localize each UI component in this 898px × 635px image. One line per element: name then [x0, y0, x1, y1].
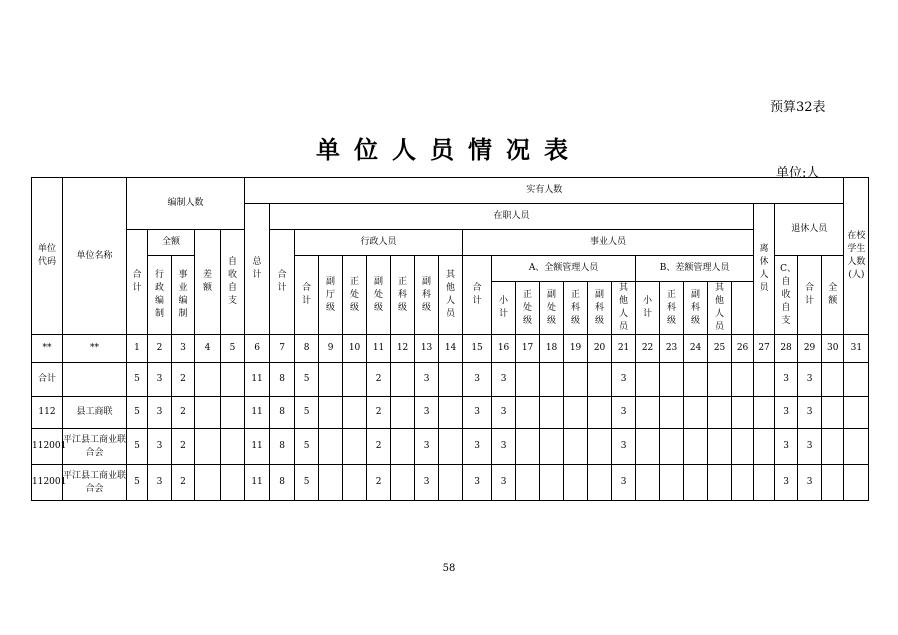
value-cell: [754, 363, 775, 397]
value-cell: [588, 363, 612, 397]
column-index-cell: 7: [270, 335, 295, 363]
value-cell: [844, 429, 869, 465]
column-index-cell: **: [32, 335, 63, 363]
value-cell: [439, 363, 463, 397]
value-cell: 2: [172, 465, 195, 501]
value-cell: [822, 429, 844, 465]
value-cell: 8: [270, 397, 295, 429]
header-admin-deputy-section: 副科级: [415, 256, 439, 335]
value-cell: [391, 429, 415, 465]
value-cell: [732, 465, 754, 501]
value-cell: [708, 465, 732, 501]
value-cell: 5: [127, 429, 148, 465]
header-full-amount: 全额: [148, 230, 195, 256]
page-number: 58: [442, 563, 456, 574]
value-cell: [343, 397, 367, 429]
column-index-cell: 24: [684, 335, 708, 363]
value-cell: [439, 429, 463, 465]
value-cell: 3: [415, 429, 439, 465]
value-cell: [588, 397, 612, 429]
column-index-cell: 17: [516, 335, 540, 363]
value-cell: [516, 465, 540, 501]
column-index-cell: 11: [367, 335, 391, 363]
value-cell: 3: [463, 465, 492, 501]
value-cell: [822, 397, 844, 429]
column-index-cell: 21: [612, 335, 636, 363]
value-cell: 3: [492, 363, 516, 397]
unit-label: 单位:人: [776, 166, 820, 181]
value-cell: 5: [127, 397, 148, 429]
column-index-cell: 15: [463, 335, 492, 363]
value-cell: [540, 429, 564, 465]
column-index-cell: 12: [391, 335, 415, 363]
unit-code-cell: 合计: [32, 363, 63, 397]
value-cell: 3: [775, 397, 798, 429]
value-cell: 3: [415, 397, 439, 429]
column-index-cell: 16: [492, 335, 516, 363]
value-cell: [822, 363, 844, 397]
column-index-cell: 6: [245, 335, 270, 363]
header-admin-section: 正科级: [391, 256, 415, 335]
header-a-deputy-division: 副处级: [540, 282, 564, 335]
value-cell: [660, 465, 684, 501]
header-a-deputy-section: 副科级: [588, 282, 612, 335]
unit-code-cell: 112001: [32, 429, 63, 465]
column-index-cell: 26: [732, 335, 754, 363]
value-cell: [540, 363, 564, 397]
value-cell: [754, 429, 775, 465]
value-cell: [636, 465, 660, 501]
header-a-division: 正处级: [516, 282, 540, 335]
header-public-staff: 事业人员: [463, 230, 754, 256]
value-cell: [708, 429, 732, 465]
value-cell: [516, 429, 540, 465]
value-cell: 3: [415, 363, 439, 397]
header-in-service-total: 合计: [270, 230, 295, 335]
header-b-section: 正科级: [660, 282, 684, 335]
value-cell: [708, 397, 732, 429]
value-cell: [221, 429, 245, 465]
value-cell: 11: [245, 465, 270, 501]
unit-code-cell: 112: [32, 397, 63, 429]
value-cell: [221, 465, 245, 501]
value-cell: [660, 429, 684, 465]
header-group-b: B、差额管理人员: [636, 256, 754, 282]
value-cell: [564, 465, 588, 501]
value-cell: [221, 363, 245, 397]
value-cell: 3: [463, 363, 492, 397]
value-cell: [319, 363, 343, 397]
value-cell: [343, 465, 367, 501]
value-cell: [636, 429, 660, 465]
value-cell: [391, 397, 415, 429]
header-group-c: C、自收自支: [775, 256, 798, 335]
value-cell: 3: [463, 397, 492, 429]
unit-name-cell: 平江县工商业联合会: [63, 465, 127, 501]
value-cell: 3: [148, 363, 172, 397]
value-cell: 3: [798, 363, 822, 397]
value-cell: [343, 363, 367, 397]
value-cell: [732, 397, 754, 429]
header-actual: 实有人数: [245, 178, 844, 204]
value-cell: [684, 429, 708, 465]
column-index-cell: 5: [221, 335, 245, 363]
value-cell: 5: [295, 465, 319, 501]
value-cell: 3: [612, 363, 636, 397]
value-cell: [564, 397, 588, 429]
value-cell: 3: [775, 363, 798, 397]
value-cell: 5: [127, 363, 148, 397]
value-cell: [588, 429, 612, 465]
value-cell: 3: [415, 465, 439, 501]
value-cell: 8: [270, 465, 295, 501]
value-cell: [439, 397, 463, 429]
header-retired: 退休人员: [775, 204, 844, 256]
unit-name-cell: [63, 363, 127, 397]
value-cell: [540, 397, 564, 429]
unit-name-cell: 平江县工商业联合会: [63, 429, 127, 465]
table-row: [32, 363, 869, 397]
value-cell: [391, 363, 415, 397]
header-a-subtotal: 小计: [492, 282, 516, 335]
value-cell: 8: [270, 363, 295, 397]
column-index-cell: 4: [195, 335, 221, 363]
column-index-cell: 9: [319, 335, 343, 363]
header-b-deputy-section: 副科级: [684, 282, 708, 335]
personnel-table: [31, 177, 869, 501]
unit-name-cell: 县工商联: [63, 397, 127, 429]
value-cell: 3: [612, 397, 636, 429]
column-index-cell: 29: [798, 335, 822, 363]
value-cell: 3: [463, 429, 492, 465]
value-cell: [844, 397, 869, 429]
value-cell: 3: [775, 429, 798, 465]
header-admin-total: 合计: [295, 256, 319, 335]
value-cell: [439, 465, 463, 501]
value-cell: [822, 465, 844, 501]
value-cell: [684, 363, 708, 397]
value-cell: [319, 397, 343, 429]
column-index-cell: 1: [127, 335, 148, 363]
column-index-cell: 31: [844, 335, 869, 363]
value-cell: [636, 363, 660, 397]
value-cell: 2: [172, 397, 195, 429]
value-cell: 3: [798, 465, 822, 501]
value-cell: [844, 363, 869, 397]
header-group-a: A、全额管理人员: [492, 256, 636, 282]
value-cell: 2: [172, 429, 195, 465]
header-b-subtotal: 小计: [636, 282, 660, 335]
header-admin-deputy-division: 副处级: [367, 256, 391, 335]
value-cell: 3: [492, 465, 516, 501]
header-admin-deputy-dept: 副厅级: [319, 256, 343, 335]
header-b-other: 其他人员: [708, 282, 732, 335]
header-in-service: 在职人员: [270, 204, 754, 230]
table-row: [32, 465, 869, 501]
unit-code-cell: 112001: [32, 465, 63, 501]
value-cell: 5: [127, 465, 148, 501]
value-cell: [391, 465, 415, 501]
value-cell: 5: [295, 397, 319, 429]
column-index-cell: 30: [822, 335, 844, 363]
column-index-cell: 14: [439, 335, 463, 363]
value-cell: 3: [775, 465, 798, 501]
column-index-cell: 19: [564, 335, 588, 363]
table-row: [32, 397, 869, 429]
column-index-cell: 27: [754, 335, 775, 363]
value-cell: [588, 465, 612, 501]
header-admin-division: 正处级: [343, 256, 367, 335]
header-grand-total: 总计: [245, 204, 270, 335]
header-a-section: 正科级: [564, 282, 588, 335]
header-balance: 差额: [195, 230, 221, 335]
column-index-row: [32, 335, 869, 363]
value-cell: [516, 363, 540, 397]
value-cell: [844, 465, 869, 501]
value-cell: [684, 465, 708, 501]
header-unit-name: 单位名称: [63, 178, 127, 335]
value-cell: [195, 397, 221, 429]
column-index-cell: 3: [172, 335, 195, 363]
value-cell: [732, 429, 754, 465]
header-unit-code: 单位代码: [32, 178, 63, 335]
column-index-cell: 13: [415, 335, 439, 363]
value-cell: [754, 465, 775, 501]
header-admin-staffing: 行政编制: [148, 256, 172, 335]
value-cell: 2: [367, 397, 391, 429]
value-cell: [564, 429, 588, 465]
column-index-cell: 18: [540, 335, 564, 363]
header-public-staffing: 事业编制: [172, 256, 195, 335]
value-cell: [319, 465, 343, 501]
value-cell: [754, 397, 775, 429]
column-index-cell: 8: [295, 335, 319, 363]
value-cell: [195, 465, 221, 501]
value-cell: 3: [148, 429, 172, 465]
value-cell: [343, 429, 367, 465]
header-admin-other: 其他人员: [439, 256, 463, 335]
value-cell: [195, 429, 221, 465]
value-cell: 3: [612, 429, 636, 465]
column-index-cell: **: [63, 335, 127, 363]
value-cell: 3: [148, 397, 172, 429]
value-cell: [636, 397, 660, 429]
column-index-cell: 28: [775, 335, 798, 363]
header-retired-early: 离休人员: [754, 204, 775, 335]
value-cell: 3: [798, 429, 822, 465]
column-index-cell: 25: [708, 335, 732, 363]
value-cell: 3: [612, 465, 636, 501]
form-number: 预算32表: [770, 100, 826, 115]
column-index-cell: 2: [148, 335, 172, 363]
value-cell: 3: [798, 397, 822, 429]
value-cell: 8: [270, 429, 295, 465]
header-staffing: 编制人数: [127, 178, 245, 230]
column-index-cell: 23: [660, 335, 684, 363]
value-cell: 2: [367, 465, 391, 501]
value-cell: [732, 363, 754, 397]
header-a-other: 其他人员: [612, 282, 636, 335]
value-cell: [660, 397, 684, 429]
column-index-cell: 20: [588, 335, 612, 363]
value-cell: [660, 363, 684, 397]
header-public-total: 合计: [463, 256, 492, 335]
value-cell: [221, 397, 245, 429]
header-admin-staff: 行政人员: [295, 230, 463, 256]
value-cell: 5: [295, 363, 319, 397]
header-staffing-total: 合计: [127, 230, 148, 335]
column-index-cell: 22: [636, 335, 660, 363]
value-cell: 2: [367, 363, 391, 397]
value-cell: [564, 363, 588, 397]
value-cell: [195, 363, 221, 397]
value-cell: [319, 429, 343, 465]
value-cell: 11: [245, 397, 270, 429]
value-cell: 11: [245, 363, 270, 397]
header-self-funded: 自收自支: [221, 230, 245, 335]
value-cell: 3: [492, 429, 516, 465]
value-cell: 11: [245, 429, 270, 465]
column-index-cell: 10: [343, 335, 367, 363]
page-title: 单位人员情况表: [316, 135, 582, 164]
header-students: 在校学生人数(人): [844, 178, 869, 335]
table-row: [32, 429, 869, 465]
value-cell: 2: [172, 363, 195, 397]
value-cell: 5: [295, 429, 319, 465]
value-cell: [516, 397, 540, 429]
value-cell: 3: [492, 397, 516, 429]
value-cell: 3: [148, 465, 172, 501]
value-cell: [540, 465, 564, 501]
header-retired-full: 全额: [822, 256, 844, 335]
header-retired-total: 合计: [798, 256, 822, 335]
value-cell: [684, 397, 708, 429]
value-cell: [708, 363, 732, 397]
value-cell: 2: [367, 429, 391, 465]
